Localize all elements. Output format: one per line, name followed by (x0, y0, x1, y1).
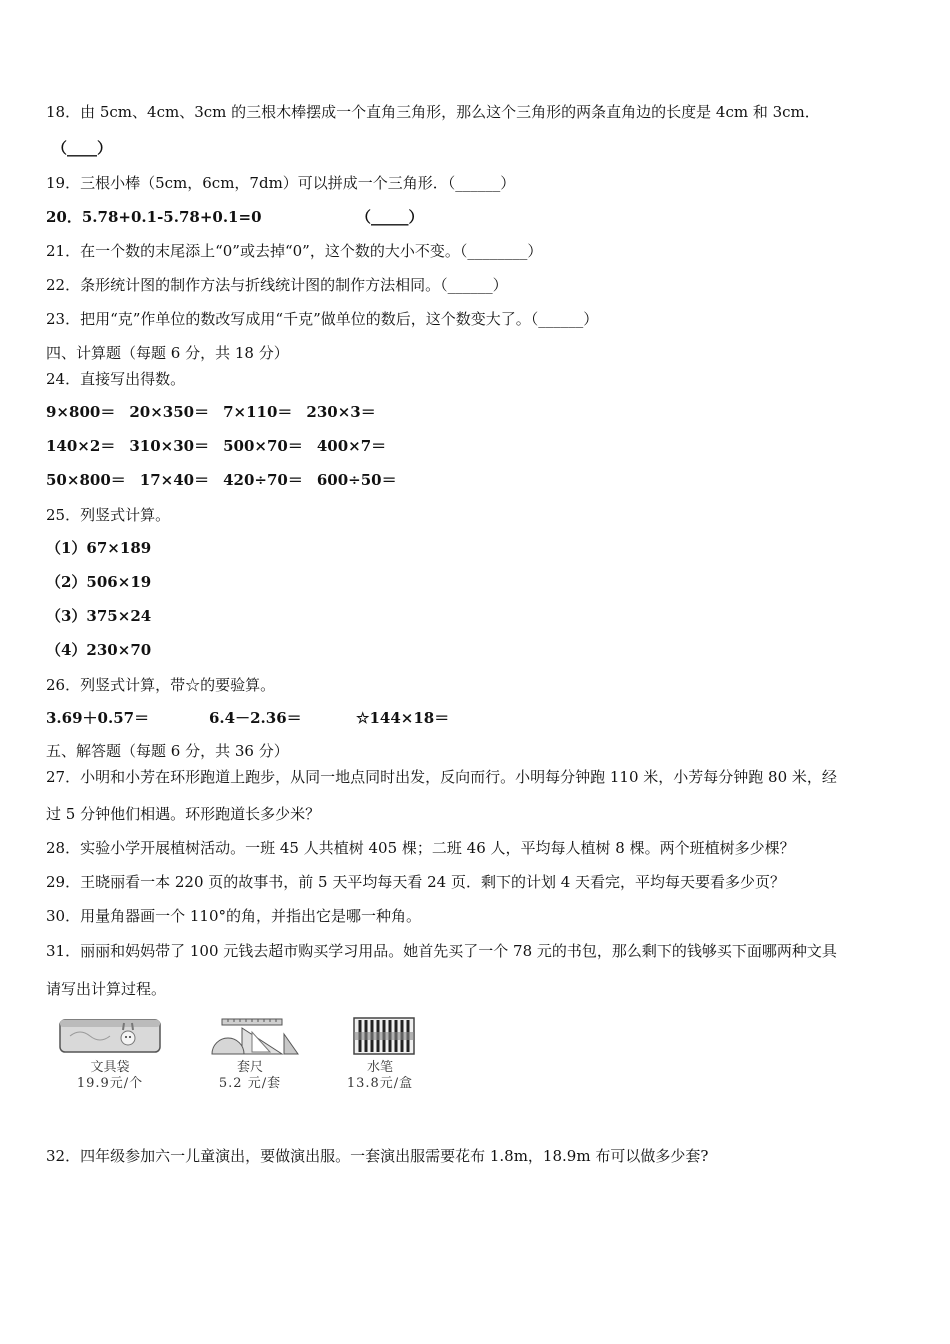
ruler-set-icon (198, 1016, 302, 1056)
q24-row-1 (46, 402, 390, 422)
q19: 19．三根小棒（5cm，6cm，7dm）可以拼成一个三角形．（______） (46, 174, 516, 192)
q21: 21．在一个数的末尾添上“0”或去掉“0”，这个数的大小不变。（________） (46, 242, 543, 260)
item-pencil-bag (50, 1016, 170, 1092)
q20-expression: 20．5.78+0.1-5.78+0.1=0 (46, 208, 262, 226)
q30: 30．用量角器画一个 110°的角，并指出它是哪一种角。 (46, 907, 421, 925)
stationery-items (50, 1016, 470, 1096)
q24-item: 7×110＝ (223, 403, 293, 421)
item-price: 19.9元/个 (76, 1076, 144, 1091)
item-ruler-set (190, 1016, 310, 1092)
q24-item: 600÷50＝ (316, 471, 397, 489)
section-4-heading: 四、计算题（每题 6 分，共 18 分） (46, 344, 289, 362)
q25-item-3: （3）375×24 (46, 607, 152, 625)
item-name: 文具袋 (90, 1060, 130, 1075)
q23: 23．把用“克”作单位的数改写成用“千克”做单位的数后，这个数变大了。（______） (46, 310, 599, 328)
item-price: 13.8元/盒 (346, 1076, 414, 1091)
q24-item: 500×70＝ (223, 437, 303, 455)
q27-line2: 过 5 分钟他们相遇。环形跑道长多少米？ (46, 805, 321, 823)
q26-item-2: 6.4－2.36＝ (209, 709, 302, 727)
q24-item: 230×3＝ (306, 403, 376, 421)
q26-item-1: 3.69＋0.57＝ (46, 709, 150, 727)
q24-item: 50×800＝ (46, 471, 126, 489)
pens-box-icon (328, 1016, 432, 1056)
pencil-bag-icon (58, 1016, 162, 1056)
q20-answer-blank[interactable]: （_____） (356, 208, 424, 226)
q18-answer-blank[interactable]: （____） (52, 139, 113, 157)
q24-item: 420÷70＝ (223, 471, 303, 489)
item-name: 水笔 (366, 1060, 393, 1075)
q25-title: 25．列竖式计算。 (46, 506, 171, 524)
q31-line1: 31．丽丽和妈妈带了 100 元钱去超市购买学习用品。她首先买了一个 78 元的书包，那么剩下的钱够买下面哪两种文具 (46, 942, 837, 960)
q24-item: 310×30＝ (129, 437, 210, 455)
q28: 28．实验小学开展植树活动。一班 45 人共植树 405 棵；二班 46 人，平均每人植树 8 棵。两个班植树多少棵？ (46, 839, 795, 857)
q18-line1: 18．由 5cm、4cm、3cm 的三根木棒摆成一个直角三角形，那么这个三角形的两条直角边的长度是 4cm 和 3cm． (46, 103, 820, 121)
item-pens-box (320, 1016, 440, 1092)
q24-item: 17×40＝ (139, 471, 210, 489)
q25-item-2: （2）506×19 (46, 573, 152, 591)
q24-row-2 (46, 436, 400, 456)
q25-item-1: （1）67×189 (46, 539, 152, 557)
q27-line1: 27．小明和小芳在环形跑道上跑步，从同一地点同时出发，反向而行。小明每分钟跑 110 米，小芳每分钟跑 80 米，经 (46, 768, 837, 786)
q32: 32．四年级参加六一儿童演出，要做演出服。一套演出服需要花布 1.8m，18.9m 布可以做多少套? (46, 1147, 709, 1165)
q24-item: 9×800＝ (46, 403, 116, 421)
q24-item: 400×7＝ (316, 437, 387, 455)
q24-row-3 (46, 470, 411, 490)
q22: 22．条形统计图的制作方法与折线统计图的制作方法相同。（______） (46, 276, 508, 294)
q25-item-4: （4）230×70 (46, 641, 152, 659)
q26-item-3: ☆144×18＝ (356, 709, 450, 727)
item-price: 5.2 元/套 (218, 1076, 282, 1091)
q29: 29．王晓丽看一本 220 页的故事书，前 5 天平均每天看 24 页．剩下的计划 4 天看完，平均每天要看多少页？ (46, 873, 786, 891)
item-name: 套尺 (236, 1060, 263, 1075)
q26-title: 26．列竖式计算，带☆的要验算。 (46, 676, 276, 694)
q31-line2: 请写出计算过程。 (46, 980, 167, 998)
q24-title: 24．直接写出得数。 (46, 370, 186, 388)
q24-item: 140×2＝ (46, 437, 116, 455)
q24-item: 20×350＝ (129, 403, 210, 421)
section-5-heading: 五、解答题（每题 6 分，共 36 分） (46, 742, 289, 760)
